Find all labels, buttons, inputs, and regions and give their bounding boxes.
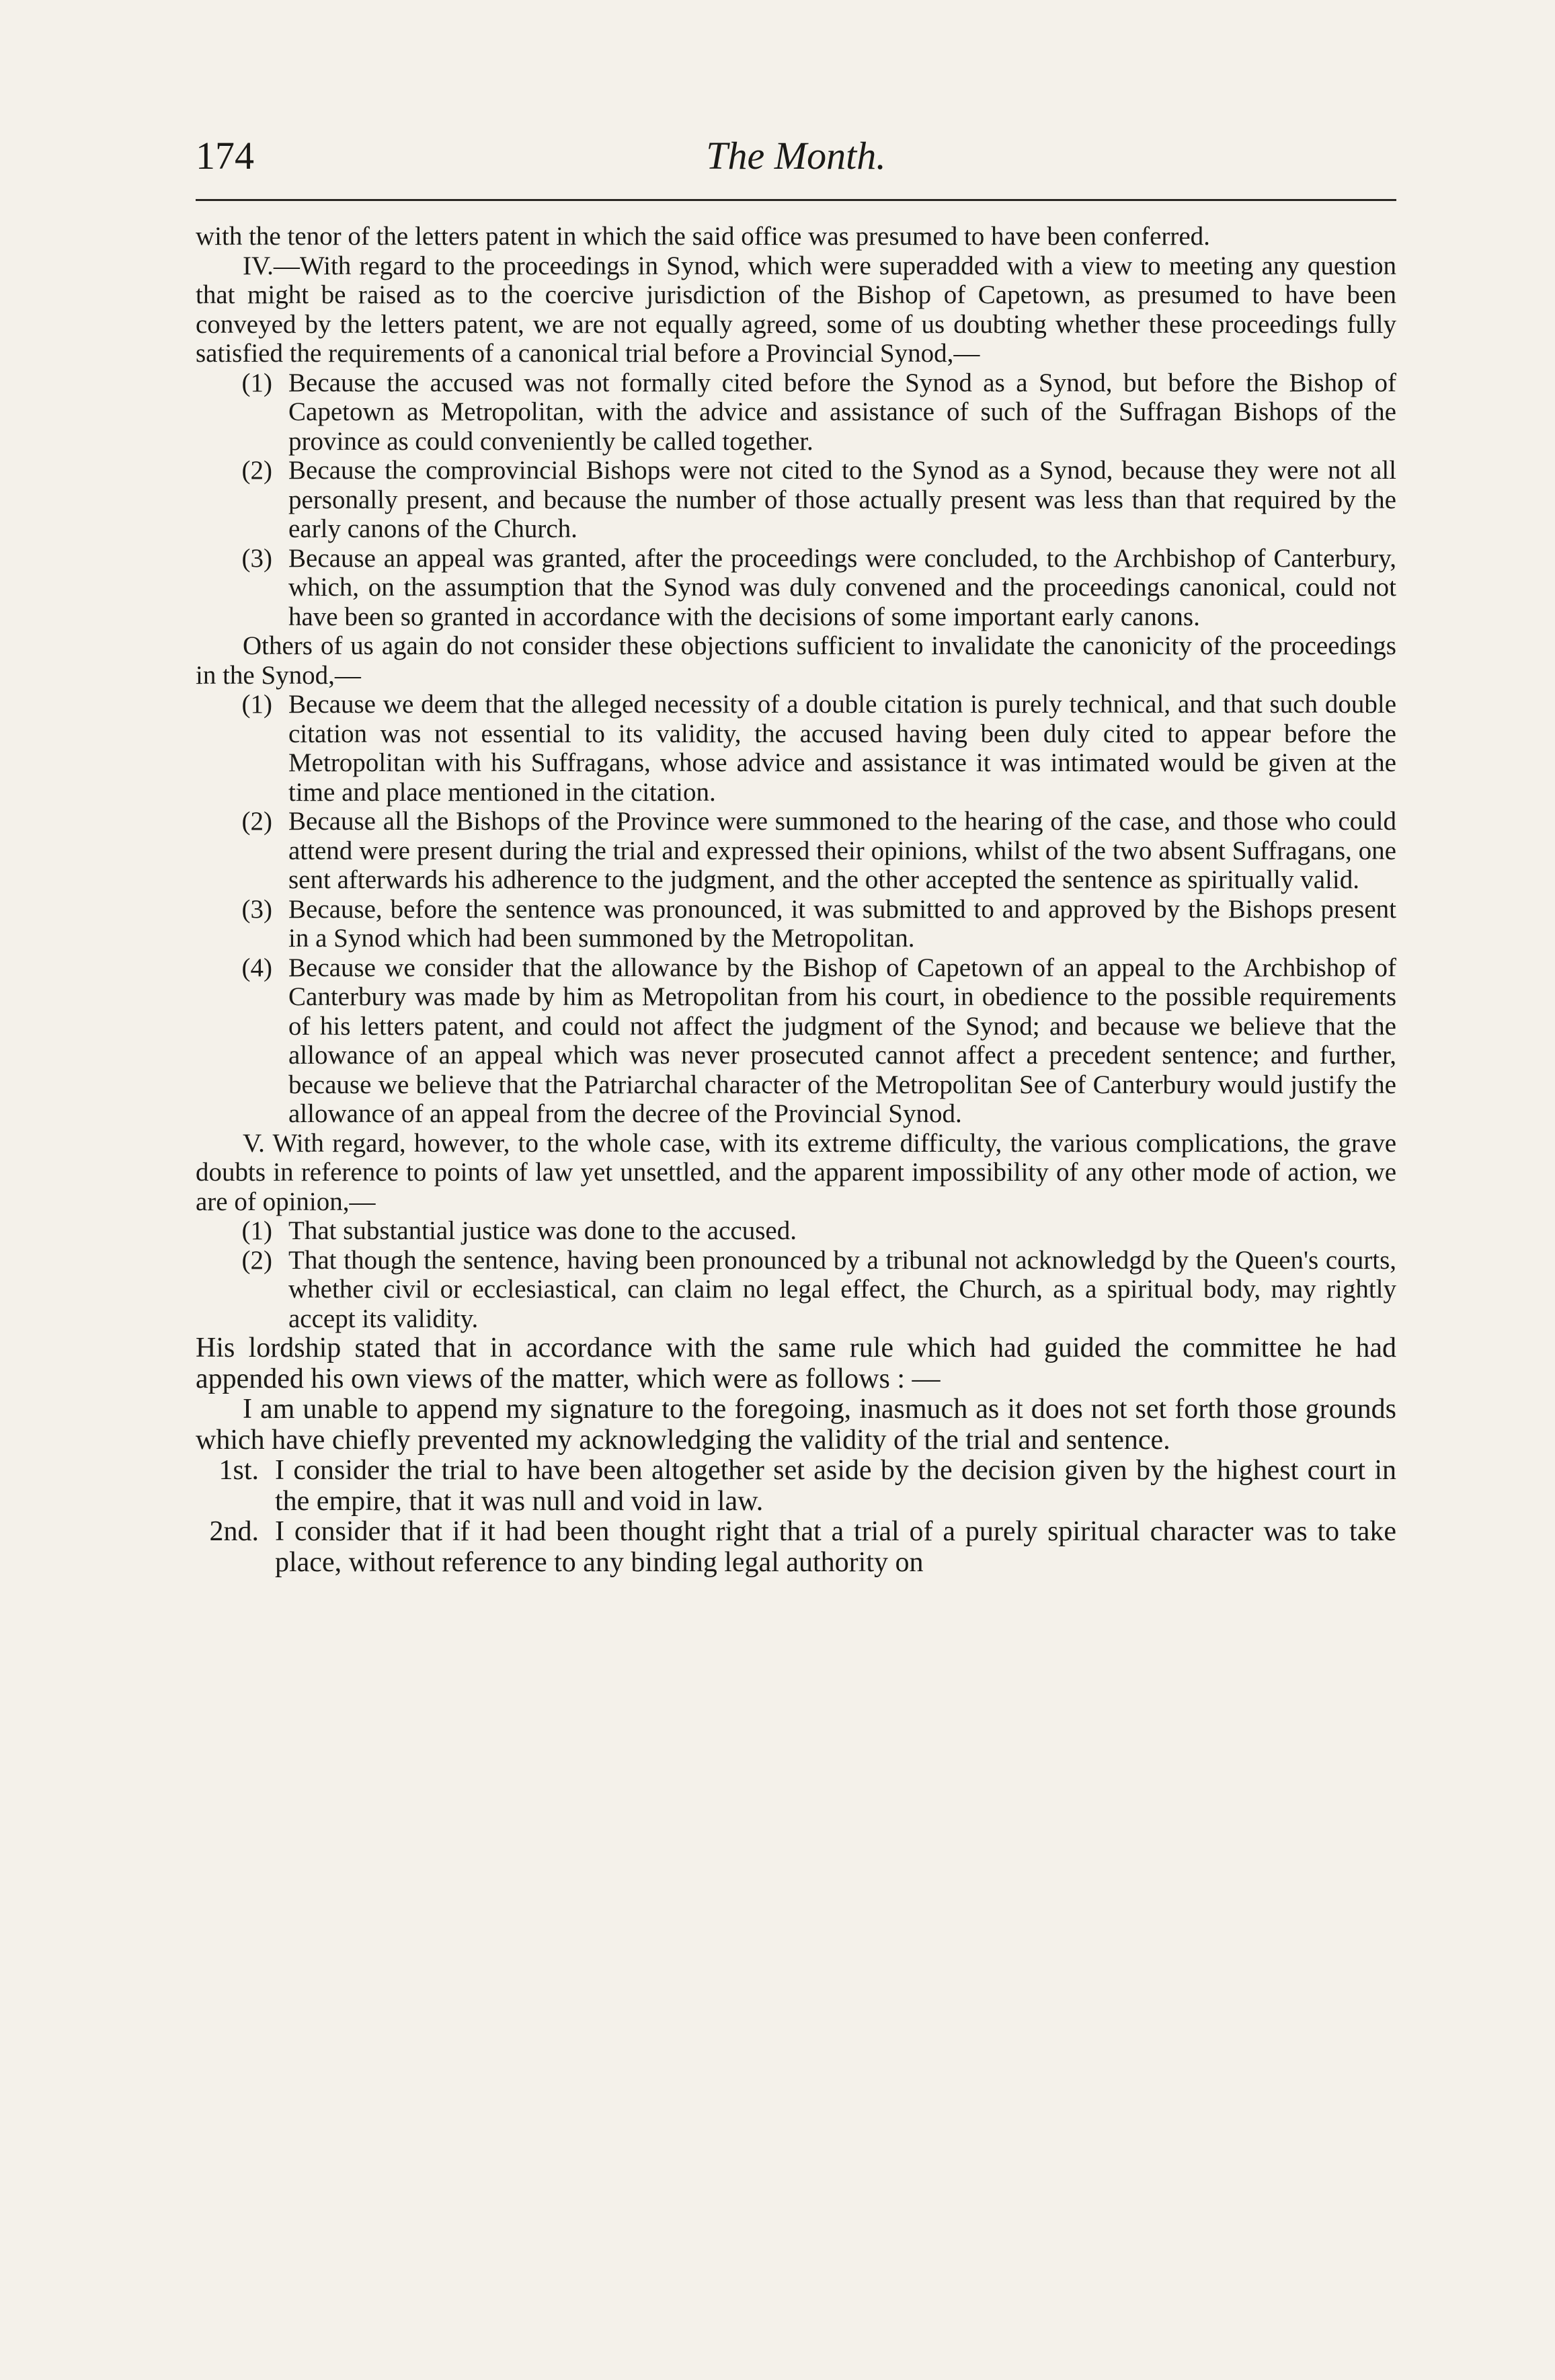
list-item (196, 1246, 1396, 1334)
list-item-text: I consider the trial to have been altogether set aside by the decision given by the highest court in the empire, that it was null and void in law. (275, 1455, 1396, 1517)
list-item (196, 807, 1396, 895)
paragraph-section-iv: IV.—With regard to the proceedings in Synod, which were superadded with a view to meeting any question that might be raised as to the coercive jurisdiction of the Bishop of Capetown, as presumed to have been conveyed by the letters patent, we are not equally agreed, some of us doubting whether these proceedings fully satisfied the requirements of a canonical trial before a Provincial Synod,— (196, 251, 1396, 368)
list-item (196, 953, 1396, 1129)
paragraph-section-v (196, 1129, 1396, 1217)
list-item-text: Because the comprovincial Bishops were not cited to the Synod as a Synod, because they were not all personally present, and because the number of those actually present was less than that required by the early canons of the Church. (288, 456, 1396, 543)
list-item-number: (1) (241, 1216, 272, 1245)
list-item-number: 1st. (218, 1455, 259, 1486)
list-item (196, 1517, 1396, 1578)
paragraph: Others of us again do not consider these objections sufficient to invalidate the canonicity of the proceedings in the Synod,— (196, 631, 1396, 690)
list-item-number: (2) (241, 456, 272, 485)
section-text: With regard, however, to the whole case, with its extreme difficulty, the various complications, the grave doubts in reference to points of law yet unsettled, and the apparent impossibility of any other mode of action, we are of opinion,— (196, 1128, 1397, 1216)
paragraph: with the tenor of the letters patent in which the said office was presumed to have been conferred. (196, 222, 1210, 251)
list-item-number: 2nd. (209, 1516, 259, 1547)
header-rule (196, 199, 1396, 201)
list-item-text: Because all the Bishops of the Province were summoned to the hearing of the case, and those who could attend were present during the trial and expressed their opinions, whilst of the two absent Suffragans, one sent afterwards his adherence to the judgment, and the other accepted the sentence as spiritually valid. (288, 807, 1396, 894)
section-number: V. (243, 1128, 265, 1158)
page-body (196, 222, 1396, 1578)
list-item-text: That substantial justice was done to the accused. (288, 1216, 797, 1245)
list-item (196, 895, 1396, 953)
list-item (196, 1456, 1396, 1517)
list-item-number: (3) (241, 894, 272, 924)
list-item-number: (1) (241, 368, 272, 397)
list-item (196, 690, 1396, 807)
paragraph: I am unable to append my signature to the foregoing, inasmuch as it does not set forth those grounds which have chiefly prevented my acknowledging the validity of the trial and sentence. (196, 1394, 1396, 1456)
list-item-text: That though the sentence, having been pronounced by a tribunal not acknowledgd by the Queen's courts, whether civil or ecclesiastical, can claim no legal effect, the Church, as a spiritual body, may rightly accept its validity. (288, 1245, 1396, 1333)
list-item (196, 1216, 1396, 1246)
list-item-number: (4) (241, 953, 272, 982)
page-number: 174 (196, 134, 254, 177)
list-item-text: I consider that if it had been thought right that a trial of a purely spiritual character was to take place, without reference to any binding legal authority on (275, 1516, 1396, 1578)
paragraph: His lordship stated that in accordance with the same rule which had guided the committee he had appended his own views of the matter, which were as follows : — (196, 1333, 1396, 1394)
list-item-number: (1) (241, 690, 272, 719)
list-item-text: Because, before the sentence was pronounced, it was submitted to and approved by the Bishops present in a Synod which had been summoned by the Metropolitan. (288, 894, 1396, 953)
list-item-number: (2) (241, 1245, 272, 1275)
list-item (196, 368, 1396, 457)
list-item-number: (3) (241, 543, 272, 573)
list-item (196, 456, 1396, 544)
list-item-text: Because an appeal was granted, after the proceedings were concluded, to the Archbishop of Canterbury, which, on the assumption that the Synod was duly convened and the proceedings canonical, could not have been so granted in accordance with the decisions of some important early canons. (288, 543, 1396, 631)
list-item-text: Because we deem that the alleged necessity of a double citation is purely technical, and that such double citation was not essential to its validity, the accused having been duly cited to appear before the Metropolitan with his Suffragans, whose advice and assistance it was intimated would be given at the time and place mentioned in the citation. (288, 690, 1396, 807)
running-title: The Month. (706, 134, 886, 177)
page-header (196, 129, 1396, 183)
list-item-text: Because the accused was not formally cited before the Synod as a Synod, but before the Bishop of Capetown as Metropolitan, with the advice and assistance of such of the Suffragan Bishops of the province as could conveniently be called together. (288, 368, 1396, 456)
list-item (196, 544, 1396, 632)
list-item-text: Because we consider that the allowance by the Bishop of Capetown of an appeal to the Archbishop of Canterbury was made by him as Metropolitan from his court, in obedience to the possible requirements of his letters patent, and could not affect the judgment of the Synod; and because we believe that the allowance of an appeal which was never prosecuted cannot affect a precedent sentence; and further, because we believe that the Patriarchal character of the Metropolitan See of Canterbury would justify the allowance of an appeal from the decree of the Provincial Synod. (288, 953, 1396, 1128)
list-item-number: (2) (241, 807, 272, 836)
